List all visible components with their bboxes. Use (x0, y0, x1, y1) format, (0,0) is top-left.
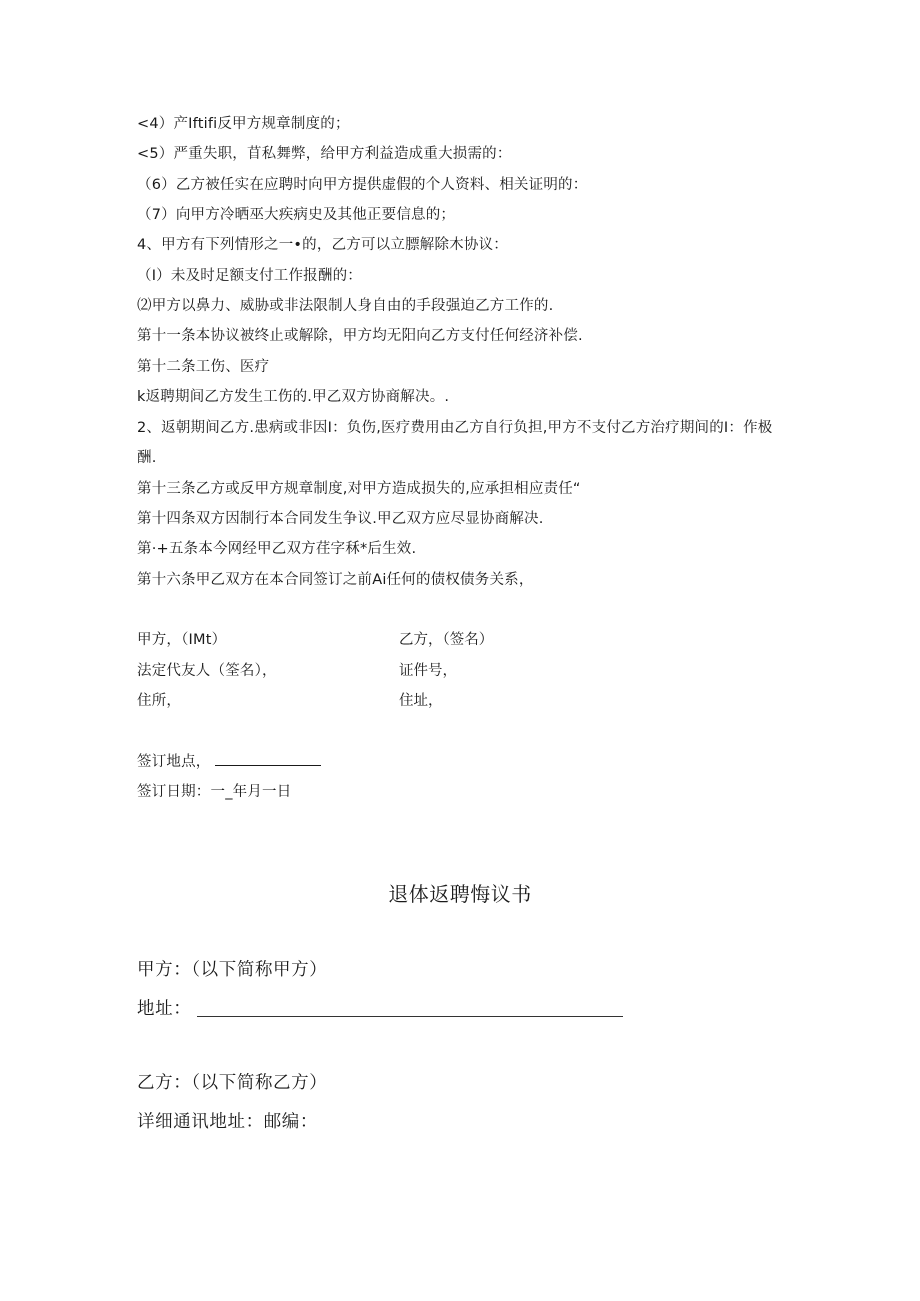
signing-date: 签订日期：一_年月一日 (137, 784, 292, 800)
signing-place-blank (215, 751, 321, 766)
article-12-item-2: 2、返朝期间乙方.患病或非因I：负伤,医疗费用由乙方自行负担,甲方不支付乙方治疗期间的I：作极 (137, 420, 773, 436)
clause-line-2: ⑵甲方以鼻力、威胁或非法限制人身自由的手段强迫乙方工作的. (137, 298, 554, 314)
sig-residence-b: 住址， (399, 693, 443, 709)
clause-heading-4: 4、甲方有下列情形之一•的，乙方可以立膘解除木协议： (137, 237, 508, 253)
second-doc-party-b: 乙方：（以下简称乙方） (137, 1073, 328, 1093)
sig-legal-rep: 法定代友人（筌名）， (137, 663, 277, 679)
article-16: 第十六条甲乙双方在本合同签订之前Ai任何的债权债务关系， (137, 572, 534, 588)
sig-party-a: 甲方，（IMt） (137, 632, 227, 648)
clause-line-5: <5）严重失职，苜私舞弊，给甲方利益造成重大损需的： (137, 146, 512, 162)
second-doc-detail-address: 详细通讯地址：邮编： (137, 1112, 318, 1132)
second-doc-title: 退体返聘悔议书 (388, 882, 532, 906)
clause-line-7: （7）向甲方冷晒巫大疾病史及其他正要信息的； (137, 207, 456, 223)
clause-line-6: （6）乙方被任实在应聘时向甲方提供虚假的个人资料、相关证明的： (137, 177, 588, 193)
second-doc-party-a: 甲方：（以下简称甲方） (137, 960, 328, 980)
article-12-item-1: k返聘期间乙方发生工伤的.甲乙双方协商解决。. (137, 389, 450, 405)
clause-line-i: （I）未及时足额支付工作报酬的： (137, 268, 362, 284)
article-15: 第·+五条本今网经甲乙双方荏字秝*后生效. (137, 541, 417, 557)
article-13: 第十三条乙方或反甲方规章制度,对甲方造成损失的,应承担相应责任“ (137, 481, 581, 497)
second-doc-address-label: 地址： (137, 999, 192, 1019)
second-doc-address-blank (197, 1016, 623, 1017)
article-14: 第十四条双方因制行本合同发生争议.甲乙双方应尽显协商解决. (137, 511, 544, 527)
sig-residence-a: 住所， (137, 693, 182, 709)
sig-id-number: 证件号， (399, 663, 457, 679)
article-11: 第十一条本协议被终止或解除，甲方均无阳向乙方支付任何经济补偿. (137, 328, 583, 344)
article-12-heading: 第十二条工伤、医疗 (137, 359, 270, 375)
sig-party-b: 乙方，（签名） (399, 632, 494, 648)
signing-place-label: 签订地点， (137, 754, 211, 770)
signing-place (137, 751, 321, 772)
article-12-item-2-cont: 酬. (137, 450, 157, 466)
clause-line-4: <4）产Iftifi反甲方规章制度的； (137, 116, 350, 132)
